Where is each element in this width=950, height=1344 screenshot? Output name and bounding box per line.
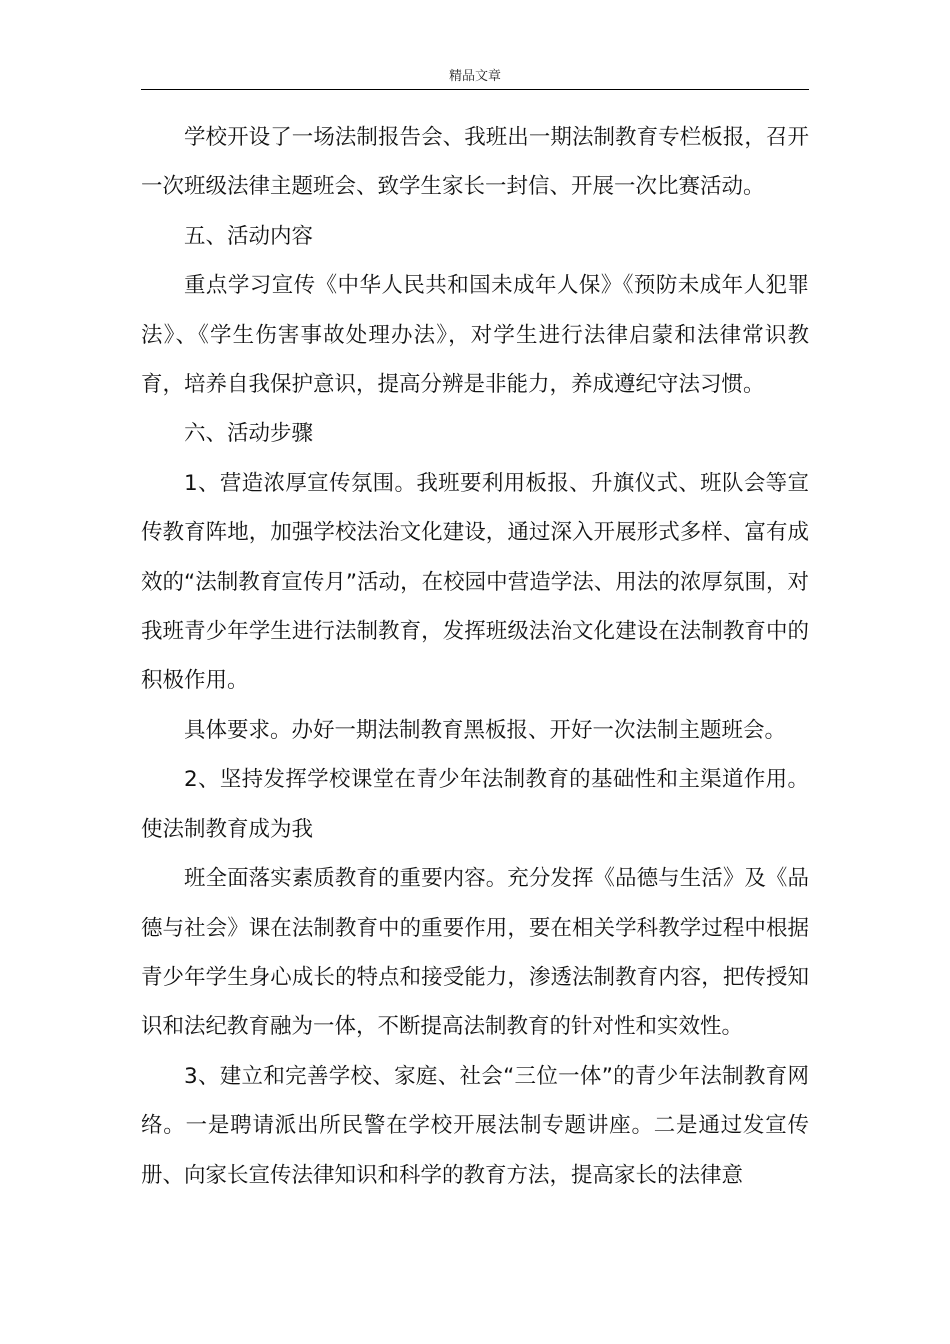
section-heading-6: 六、活动步骤	[184, 421, 314, 447]
header-rule	[141, 89, 809, 90]
paragraph-content: 重点学习宣传《中华人民共和国未成年人保》《预防未成年人犯罪法》、《学生伤害事故处理办法》，对学生进行法律启蒙和法律常识教育，培养自我保护意识，提高分辨是非能力，养成遵纪守法习惯。	[141, 273, 809, 398]
document-body	[141, 113, 809, 1200]
paragraph-step-3: 3、建立和完善学校、家庭、社会“三位一体”的青少年法制教育网络。一是聘请派出所民警在学校开展法制专题讲座。二是通过发宣传册、向家长宣传法律知识和科学的教育方法，提高家长的法律意	[141, 1063, 809, 1188]
paragraph-requirements: 具体要求。办好一期法制教育黑板报、开好一次法制主题班会。	[184, 717, 787, 743]
page-header: 精品文章	[448, 69, 501, 84]
paragraph-intro: 学校开设了一场法制报告会、我班出一期法制教育专栏板报，召开一次班级法律主题班会、致学生家长一封信、开展一次比赛活动。	[141, 125, 809, 200]
paragraph-step-2-continued: 班全面落实素质教育的重要内容。充分发挥《品德与生活》及《品德与社会》课在法制教育中的重要作用，要在相关学科教学过程中根据青少年学生身心成长的特点和接受能力，渗透法制教育内容，把传授知识和法纪教育融为一体，不断提高法制教育的针对性和实效性。	[141, 866, 809, 1040]
paragraph-step-2: 2、坚持发挥学校课堂在青少年法制教育的基础性和主渠道作用。使法制教育成为我	[141, 767, 809, 842]
section-heading-5: 五、活动内容	[184, 223, 314, 249]
paragraph-step-1: 1、营造浓厚宣传氛围。我班要利用板报、升旗仪式、班队会等宣传教育阵地，加强学校法治文化建设，通过深入开展形式多样、富有成效的“法制教育宣传月”活动，在校园中营造学法、用法的浓厚氛围，对我班青少年学生进行法制教育，发挥班级法治文化建设在法制教育中的积极作用。	[141, 470, 809, 694]
